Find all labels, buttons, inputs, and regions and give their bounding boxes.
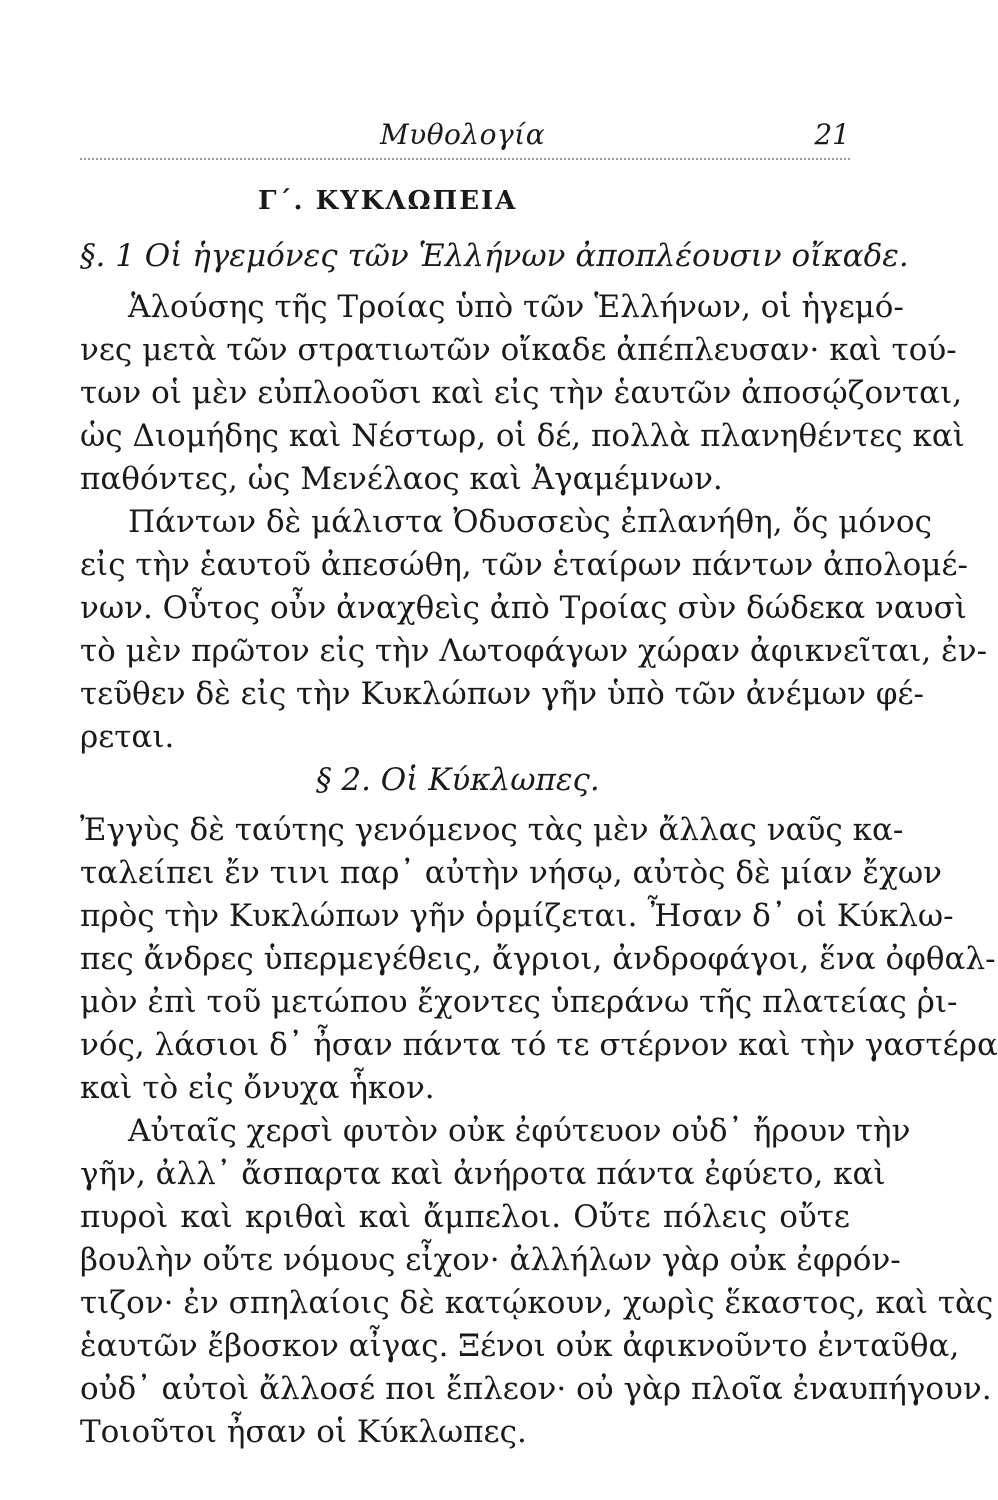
text-line: ταλείπει ἔν τινι παρ᾽ αὐτὴν νήσῳ, αὐτὸς δὲ μίαν ἔχων (80, 855, 942, 891)
text-line: μὸν ἐπὶ τοῦ μετώπου ἔχοντες ὑπεράνω τῆς πλατείας ῥι- (80, 984, 958, 1020)
text-line: πυροὶ καὶ κριθαὶ καὶ ἄμπελοι. Οὔτε πόλεις οὔτε (80, 1199, 850, 1235)
text-line: των οἱ μὲν εὐπλοοῦσι καὶ εἰς τὴν ἑαυτῶν ἀποσῴζονται, (80, 375, 963, 411)
chapter-title: Γ΄. ΚΥΚΛΩΠΕΙΑ (258, 186, 518, 216)
text-line: πες ἄνδρες ὑπερμεγέθεις, ἄγριοι, ἀνδροφάγοι, ἕνα ὀφθαλ- (80, 941, 996, 977)
text-line: Πάντων δὲ μάλιστα Ὀδυσσεὺς ἐπλανήθη, ὅς μόνος (128, 504, 932, 540)
text-line: Τοιοῦτοι ἦσαν οἱ Κύκλωπες. (80, 1414, 527, 1450)
text-line: τιζον· ἐν σπηλαίοις δὲ κατῴκουν, χωρὶς ἕκαστος, καὶ τὰς (80, 1285, 994, 1321)
text-line: καὶ τὸ εἰς ὄνυχα ἧκον. (80, 1070, 435, 1106)
text-line: γῆν, ἀλλ᾽ ἄσπαρτα καὶ ἀνήροτα πάντα ἐφύετο, καὶ (80, 1156, 886, 1192)
text-line: παθόντες, ὡς Μενέλαος καὶ Ἀγαμέμνων. (80, 461, 723, 497)
text-line: οὐδ᾽ αὐτοὶ ἄλλοσέ ποι ἔπλεον· οὐ γὰρ πλοῖα ἐναυπήγουν. (80, 1371, 992, 1407)
text-line: πρὸς τὴν Κυκλώπων γῆν ὁρμίζεται. Ἦσαν δ᾽ οἱ Κύκλω- (80, 898, 954, 934)
text-line: νός, λάσιοι δ᾽ ἦσαν πάντα τό τε στέρνον καὶ τὴν γαστέρα (80, 1027, 998, 1063)
running-title: Μυθολογία (380, 118, 546, 151)
text-line: τὸ μὲν πρῶτον εἰς τὴν Λωτοφάγων χώραν ἀφικνεῖται, ἐν- (80, 633, 988, 669)
text-line: ρεται. (80, 719, 175, 755)
text-line: τεῦθεν δὲ εἰς τὴν Κυκλώπων γῆν ὑπὸ τῶν ἀνέμων φέ- (80, 676, 925, 712)
text-line: Αὐταῖς χερσὶ φυτὸν οὐκ ἐφύτευον οὐδ᾽ ἤρουν τὴν (128, 1113, 911, 1149)
text-line: ἑαυτῶν ἔβοσκον αἶγας. Ξένοι οὐκ ἀφικνοῦντο ἐνταῦθα, (80, 1328, 960, 1364)
text-line: νες μετὰ τῶν στρατιωτῶν οἴκαδε ἀπέπλευσαν· καὶ τού- (80, 332, 957, 368)
text-line: Ἁλούσης τῆς Τροίας ὑπὸ τῶν Ἑλλήνων, οἱ ἡγεμό- (128, 289, 904, 325)
text-line: ὡς Διομήδης καὶ Νέστωρ, οἱ δέ, πολλὰ πλανηθέντες καὶ (80, 418, 965, 454)
section-1-heading: §. 1 Οἱ ἡγεμόνες τῶν Ἑλλήνων ἀποπλέουσιν οἴκαδε. (80, 238, 909, 274)
page-number: 21 (814, 118, 850, 151)
section-2-heading: § 2. Οἱ Κύκλωπες. (316, 762, 600, 798)
text-line: Ἐγγὺς δὲ ταύτης γενόμενος τὰς μὲν ἄλλας ναῦς κα- (80, 812, 904, 848)
text-line: εἰς τὴν ἑαυτοῦ ἀπεσώθη, τῶν ἑταίρων πάντων ἀπολομέ- (80, 547, 968, 583)
text-line: βουλὴν οὔτε νόμους εἶχον· ἀλλήλων γὰρ οὐκ ἐφρόν- (80, 1242, 901, 1278)
text-line: νων. Οὗτος οὖν ἀναχθεὶς ἀπὸ Τροίας σὺν δώδεκα ναυσὶ (80, 590, 967, 626)
running-header (80, 118, 850, 160)
